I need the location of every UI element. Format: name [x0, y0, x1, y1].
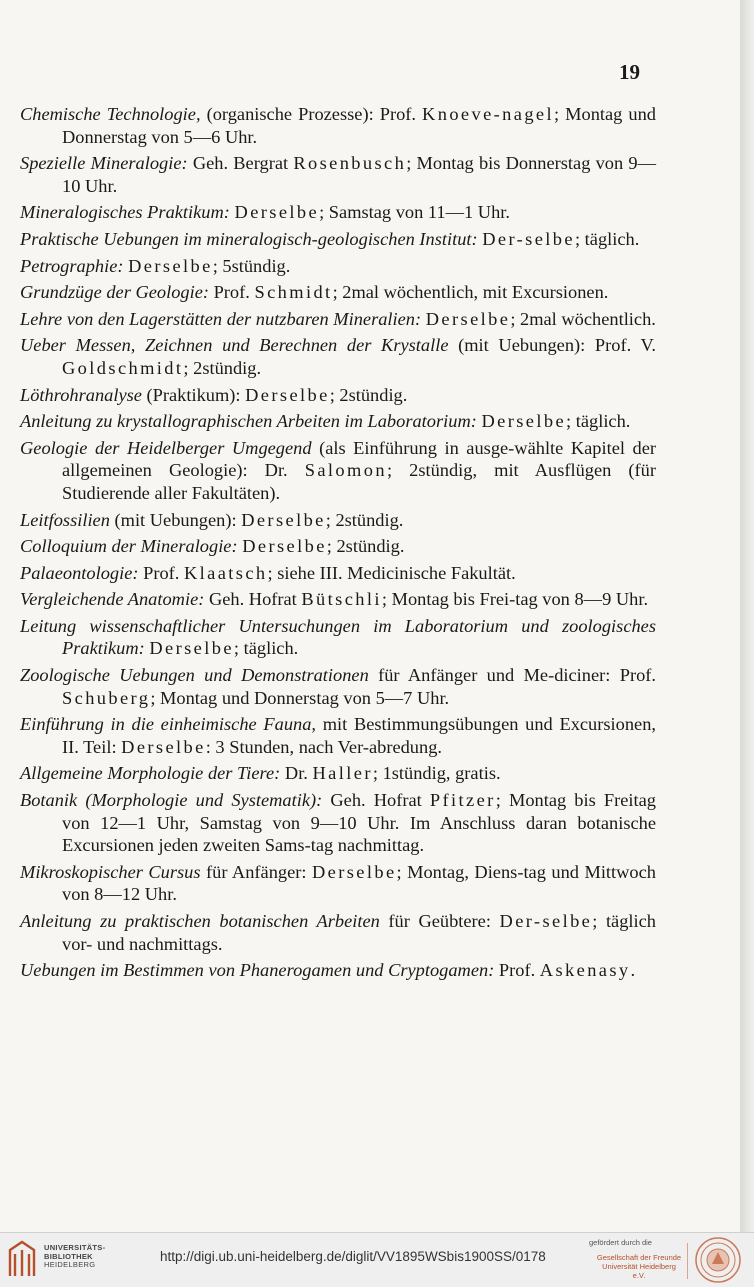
- lecture-entry: [20, 562, 656, 585]
- course-details: ; Samstag von 11—1 Uhr.: [319, 202, 510, 223]
- sponsor-name: [596, 1253, 682, 1280]
- lecture-list: [20, 103, 656, 986]
- lecturer-name: Der-selbe: [482, 228, 575, 249]
- page-edge: [740, 0, 754, 1232]
- course-title: Petrographie:: [20, 255, 124, 276]
- sponsor-line: Universität Heidelberg e.V.: [602, 1262, 676, 1280]
- lecture-entry: [20, 588, 656, 611]
- lecturer-name: Derselbe: [128, 255, 213, 276]
- library-logo-icon: [6, 1240, 38, 1278]
- course-details: Geh. Hofrat: [204, 589, 302, 610]
- lecturer-name: Knoeve-nagel: [422, 104, 554, 124]
- course-details: ; Montag und Donnerstag von 5—6 Uhr.: [62, 104, 656, 147]
- course-title: Botanik (Morphologie und Systematik):: [20, 790, 323, 811]
- lecture-entry: [20, 281, 656, 304]
- course-details: ; 2mal wöchentlich.: [510, 308, 656, 329]
- course-title: Anleitung zu praktischen botanischen Arbeiten: [20, 911, 380, 931]
- course-details: Prof.: [138, 562, 184, 583]
- course-details: ; siehe III. Medicinische Fakultät.: [267, 562, 516, 583]
- course-details: Prof.: [208, 282, 255, 303]
- course-details: Geh. Bergrat: [187, 153, 294, 174]
- lecture-entry: [20, 713, 656, 758]
- course-details: ; Montag bis Donnerstag von 9—10 Uhr.: [62, 153, 656, 196]
- lecturer-name: Goldschmidt: [62, 357, 184, 378]
- course-title: Chemische Technologie,: [20, 104, 201, 124]
- logo-line: HEIDELBERG: [44, 1260, 96, 1269]
- lecturer-name: Derselbe: [311, 861, 397, 882]
- course-details: für Anfänger und Me-diciner: Prof.: [368, 665, 656, 686]
- course-title: Einführung in die einheimische Fauna,: [20, 714, 317, 735]
- course-title: Lehre von den Lagerstätten der nutzbaren Mineralien:: [20, 308, 422, 329]
- lecture-entry: [20, 509, 656, 532]
- lecturer-name: Rosenbusch: [293, 153, 407, 174]
- lecturer-name: Klaatsch: [183, 562, 268, 583]
- course-details: ; 2stündig, mit Ausflügen (für Studierende aller Fakultäten).: [62, 460, 656, 503]
- course-title: Geologie der Heidelberger Umgegend: [20, 437, 312, 458]
- course-title: Anleitung zu krystallographischen Arbeiten im Laboratorium:: [20, 411, 477, 432]
- lecturer-name: Schuberg: [62, 687, 151, 708]
- course-title: Praktische Uebungen im mineralogisch-geologischen Institut:: [20, 228, 478, 249]
- lecturer-name: Der-selbe: [499, 911, 593, 931]
- permalink-url[interactable]: http://digi.ub.uni-heidelberg.de/diglit/VV1895WSbis1900SS/0178: [160, 1249, 546, 1264]
- lecture-entry: [20, 384, 656, 407]
- lecturer-name: Derselbe: [481, 411, 567, 432]
- lecturer-name: Schmidt: [254, 282, 333, 303]
- sponsor-label: gefördert durch die: [589, 1238, 652, 1247]
- sponsor-divider: [687, 1243, 688, 1279]
- lecture-entry: [20, 334, 656, 379]
- course-details: ; täglich.: [566, 411, 631, 432]
- course-title: Mikroskopischer Cursus: [20, 861, 201, 882]
- course-title: Palaeontologie:: [20, 562, 139, 583]
- course-details: (organische Prozesse): Prof.: [200, 104, 423, 124]
- course-details: (mit Uebungen):: [109, 509, 242, 530]
- lecture-entry: [20, 410, 656, 433]
- page-number: 19: [619, 60, 640, 84]
- lecture-entry: [20, 762, 656, 785]
- course-details: ; 1stündig, gratis.: [372, 763, 501, 784]
- lecture-entry: [20, 255, 656, 278]
- course-details: ; 2mal wöchentlich, mit Excursionen.: [332, 282, 609, 303]
- course-title: Leitfossilien: [20, 509, 110, 530]
- lecturer-name: Haller: [312, 763, 373, 784]
- course-details: : 3 Stunden, nach Ver-abredung.: [205, 736, 442, 757]
- lecture-entry: [20, 103, 656, 148]
- lecturer-name: Derselbe: [121, 736, 206, 757]
- course-title: Allgemeine Morphologie der Tiere:: [20, 763, 281, 784]
- course-details: ; Montag, Diens-tag und Mittwoch von 8—12 Uhr.: [62, 861, 656, 905]
- lecturer-name: Derselbe: [149, 638, 234, 659]
- library-logo-text: [44, 1244, 105, 1270]
- lecture-entry: [20, 535, 656, 558]
- logo-line: UNIVERSITÄTS-: [44, 1243, 106, 1252]
- course-details: ; Montag bis Frei-tag von 8—9 Uhr.: [381, 589, 649, 610]
- logo-line: BIBLIOTHEK: [44, 1251, 93, 1261]
- lecture-entry: [20, 308, 656, 331]
- lecture-entry: [20, 152, 656, 197]
- lecture-entry: [20, 959, 656, 982]
- course-title: Spezielle Mineralogie:: [20, 153, 188, 174]
- course-title: Zoologische Uebungen und Demonstrationen: [20, 665, 369, 686]
- course-title: Ueber Messen, Zeichnen und Berechnen der Krystalle: [20, 335, 449, 356]
- lecturer-name: Derselbe: [241, 509, 326, 530]
- course-details: Geh. Hofrat: [322, 790, 430, 811]
- course-details: ; 2stündig.: [329, 384, 408, 405]
- course-details: ; 2stündig.: [183, 357, 262, 378]
- course-details: Prof.: [494, 960, 540, 981]
- lecturer-name: Bütschli: [301, 589, 382, 610]
- course-details: ; täglich.: [574, 228, 640, 249]
- sponsor-line: Gesellschaft der Freunde: [596, 1253, 682, 1262]
- course-details: mit Bestimmungsübungen und Excursionen, II. Teil:: [62, 714, 656, 757]
- lecturer-name: Derselbe: [234, 202, 320, 223]
- course-details: ; täglich vor- und nachmittags.: [62, 911, 656, 954]
- course-details: (als Einführung in ausge-wählte Kapitel der allgemeinen Geologie): Dr.: [62, 437, 656, 481]
- course-details: ; 5stündig.: [212, 255, 291, 276]
- lecture-entry: [20, 437, 656, 505]
- lecturer-name: Salomon: [304, 460, 387, 481]
- course-details: ; Montag und Donnerstag von 5—7 Uhr.: [150, 687, 450, 708]
- course-title: Grundzüge der Geologie:: [20, 282, 209, 303]
- course-details: Dr.: [280, 763, 313, 784]
- lecturer-name: Askenasy: [539, 960, 631, 981]
- course-details: ; Montag bis Freitag von 12—1 Uhr, Samstag von 9—10 Uhr. Im Anschluss daran botanische Excursionen jeden zweiten Sams-tag nachmittag.: [62, 790, 656, 856]
- digitization-footer: [0, 1232, 754, 1287]
- lecture-entry: [20, 789, 656, 857]
- university-seal-icon: [694, 1236, 742, 1284]
- course-title: Uebungen im Bestimmen von Phanerogamen und Cryptogamen:: [20, 960, 495, 981]
- lecture-entry: [20, 201, 656, 224]
- course-title: Leitung wissenschaftlicher Untersuchungen im Laboratorium und zoologisches Praktikum:: [20, 615, 656, 659]
- course-title: Mineralogisches Praktikum:: [20, 202, 230, 223]
- lecturer-name: Pfitzer: [429, 790, 496, 811]
- lecture-entry: [20, 664, 656, 709]
- course-title: Löthrohranalyse: [20, 384, 142, 405]
- course-details: (Praktikum):: [141, 384, 246, 405]
- course-details: ; täglich.: [233, 638, 299, 659]
- lecturer-name: Derselbe: [425, 308, 511, 329]
- course-details: ; 2stündig.: [326, 536, 405, 557]
- course-details: für Geübtere:: [379, 911, 500, 931]
- course-title: Colloquium der Mineralogie:: [20, 536, 238, 557]
- course-details: für Anfänger:: [200, 861, 312, 882]
- lecture-entry: [20, 228, 656, 251]
- course-details: (mit Uebungen): Prof. V.: [448, 335, 656, 356]
- lecturer-name: Derselbe: [245, 384, 330, 405]
- course-title: Vergleichende Anatomie:: [20, 589, 205, 610]
- course-details: ; 2stündig.: [325, 509, 404, 530]
- lecture-entry: [20, 910, 656, 955]
- course-details: .: [630, 960, 636, 981]
- lecturer-name: Derselbe: [242, 536, 327, 557]
- lecture-entry: [20, 615, 656, 660]
- lecture-entry: [20, 861, 656, 906]
